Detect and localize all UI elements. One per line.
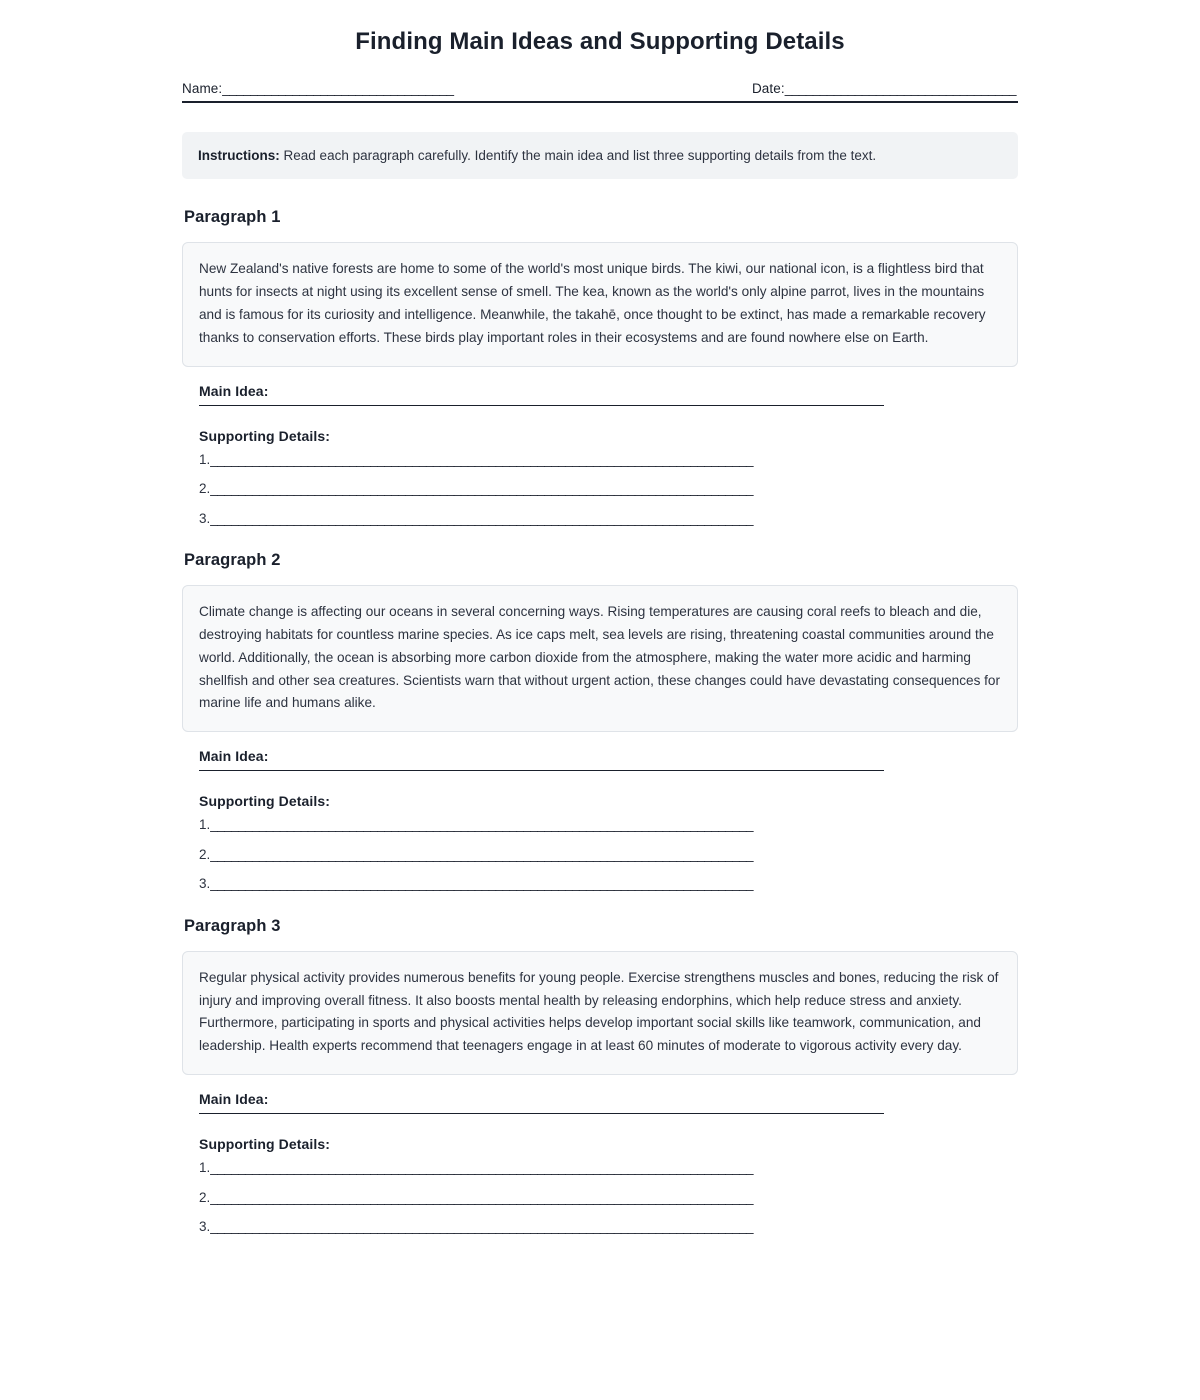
date-field[interactable]	[752, 81, 1018, 96]
name-label: Name:	[182, 80, 223, 96]
section-heading-3: Paragraph 3	[184, 916, 281, 935]
detail-answer-rule-2-3[interactable]: ______________________________________________________________________________	[210, 876, 753, 892]
detail-number-3-3: 3.	[199, 1219, 211, 1235]
main-idea-answer-line-1[interactable]	[199, 405, 884, 406]
supporting-detail-line-3-3[interactable]	[199, 1220, 1018, 1234]
main-idea-answer-line-3[interactable]	[199, 1113, 884, 1114]
instructions-text: Read each paragraph carefully. Identify the main idea and list three supporting details from the text.	[283, 147, 877, 163]
main-idea-label-3: Main Idea:	[199, 1091, 269, 1108]
answer-block-3	[182, 1075, 1018, 1234]
name-field[interactable]	[182, 81, 454, 96]
main-idea-label-2: Main Idea:	[199, 748, 269, 765]
passage-text-1: New Zealand's native forests are home to some of the world's most unique birds. The kiwi, our national icon, is a flightless bird that hunts for insects at night using its excellent sense of smell. The kea, known as the world's only alpine parrot, lives in the mountains and is famous for its curiosity and intelligence. Meanwhile, the takahē, once thought to be extinct, has made a remarkable recovery thanks to conservation efforts. These birds play important roles in their ecosystems and are found nowhere else on Earth.	[182, 242, 1018, 366]
date-label: Date:	[751, 80, 785, 96]
detail-answer-rule-1-2[interactable]: ______________________________________________________________________________	[210, 481, 753, 497]
detail-answer-rule-3-1[interactable]: ______________________________________________________________________________	[210, 1160, 753, 1176]
paragraph-section-3	[182, 917, 1018, 1234]
supporting-detail-line-2-1[interactable]	[199, 818, 1018, 832]
detail-answer-rule-2-2[interactable]: ______________________________________________________________________________	[210, 846, 753, 862]
section-heading-2: Paragraph 2	[184, 551, 281, 570]
detail-number-3-1: 1.	[199, 1160, 211, 1176]
detail-number-1-1: 1.	[199, 451, 211, 467]
main-idea-answer-line-2[interactable]	[199, 770, 884, 771]
page-title: Finding Main Ideas and Supporting Details	[355, 28, 845, 55]
supporting-detail-line-2-2[interactable]	[199, 848, 1018, 862]
answer-block-2	[182, 732, 1018, 891]
paragraph-section-2	[182, 551, 1018, 891]
supporting-detail-line-1-1[interactable]	[199, 453, 1018, 467]
supporting-detail-line-2-3[interactable]	[199, 877, 1018, 891]
supporting-details-label-3: Supporting Details:	[199, 1136, 331, 1153]
supporting-details-label-1: Supporting Details:	[199, 427, 331, 444]
detail-number-2-1: 1.	[199, 817, 211, 833]
detail-answer-rule-1-3[interactable]: ______________________________________________________________________________	[210, 510, 753, 526]
detail-number-2-2: 2.	[199, 846, 211, 862]
detail-answer-rule-1-1[interactable]: ______________________________________________________________________________	[210, 451, 753, 467]
date-write-rule[interactable]: _________________________________	[784, 80, 1016, 96]
detail-number-1-3: 3.	[199, 510, 211, 526]
main-idea-label-1: Main Idea:	[199, 382, 269, 399]
detail-number-3-2: 2.	[199, 1189, 211, 1205]
paragraph-section-1	[182, 208, 1018, 525]
section-heading-1: Paragraph 1	[184, 208, 281, 227]
passage-text-3: Regular physical activity provides numerous benefits for young people. Exercise strengthens muscles and bones, reducing the risk of injury and improving overall fitness. It also boosts mental health by releasing endorphins, which help reduce stress and anxiety. Furthermore, participating in sports and physical activities helps develop important social skills like teamwork, communication, and leadership. Health experts recommend that teenagers engage in at least 60 minutes of moderate to vigorous activity every day.	[182, 951, 1018, 1075]
answer-block-1	[182, 367, 1018, 526]
worksheet-sheet	[182, 28, 1018, 1234]
supporting-detail-line-3-2[interactable]	[199, 1191, 1018, 1205]
detail-number-1-2: 2.	[199, 481, 211, 497]
detail-answer-rule-3-2[interactable]: ______________________________________________________________________________	[210, 1189, 753, 1205]
detail-answer-rule-3-3[interactable]: ______________________________________________________________________________	[210, 1219, 753, 1235]
instructions-box	[182, 132, 1018, 180]
detail-answer-rule-2-1[interactable]: ______________________________________________________________________________	[210, 817, 753, 833]
detail-number-2-3: 3.	[199, 876, 211, 892]
name-write-rule[interactable]: _________________________________	[222, 80, 454, 96]
supporting-detail-line-1-3[interactable]	[199, 512, 1018, 526]
instructions-label: Instructions:	[198, 147, 280, 163]
supporting-details-label-2: Supporting Details:	[199, 793, 331, 810]
supporting-detail-line-3-1[interactable]	[199, 1161, 1018, 1175]
passage-text-2: Climate change is affecting our oceans in several concerning ways. Rising temperatures are causing coral reefs to bleach and die, destroying habitats for countless marine species. As ice caps melt, sea levels are rising, threatening coastal communities around the world. Additionally, the ocean is absorbing more carbon dioxide from the atmosphere, making the water more acidic and harming shellfish and other sea creatures. Scientists warn that without urgent action, these changes could have devastating consequences for marine life and humans alike.	[182, 585, 1018, 732]
name-date-row	[182, 81, 1018, 103]
supporting-detail-line-1-2[interactable]	[199, 482, 1018, 496]
